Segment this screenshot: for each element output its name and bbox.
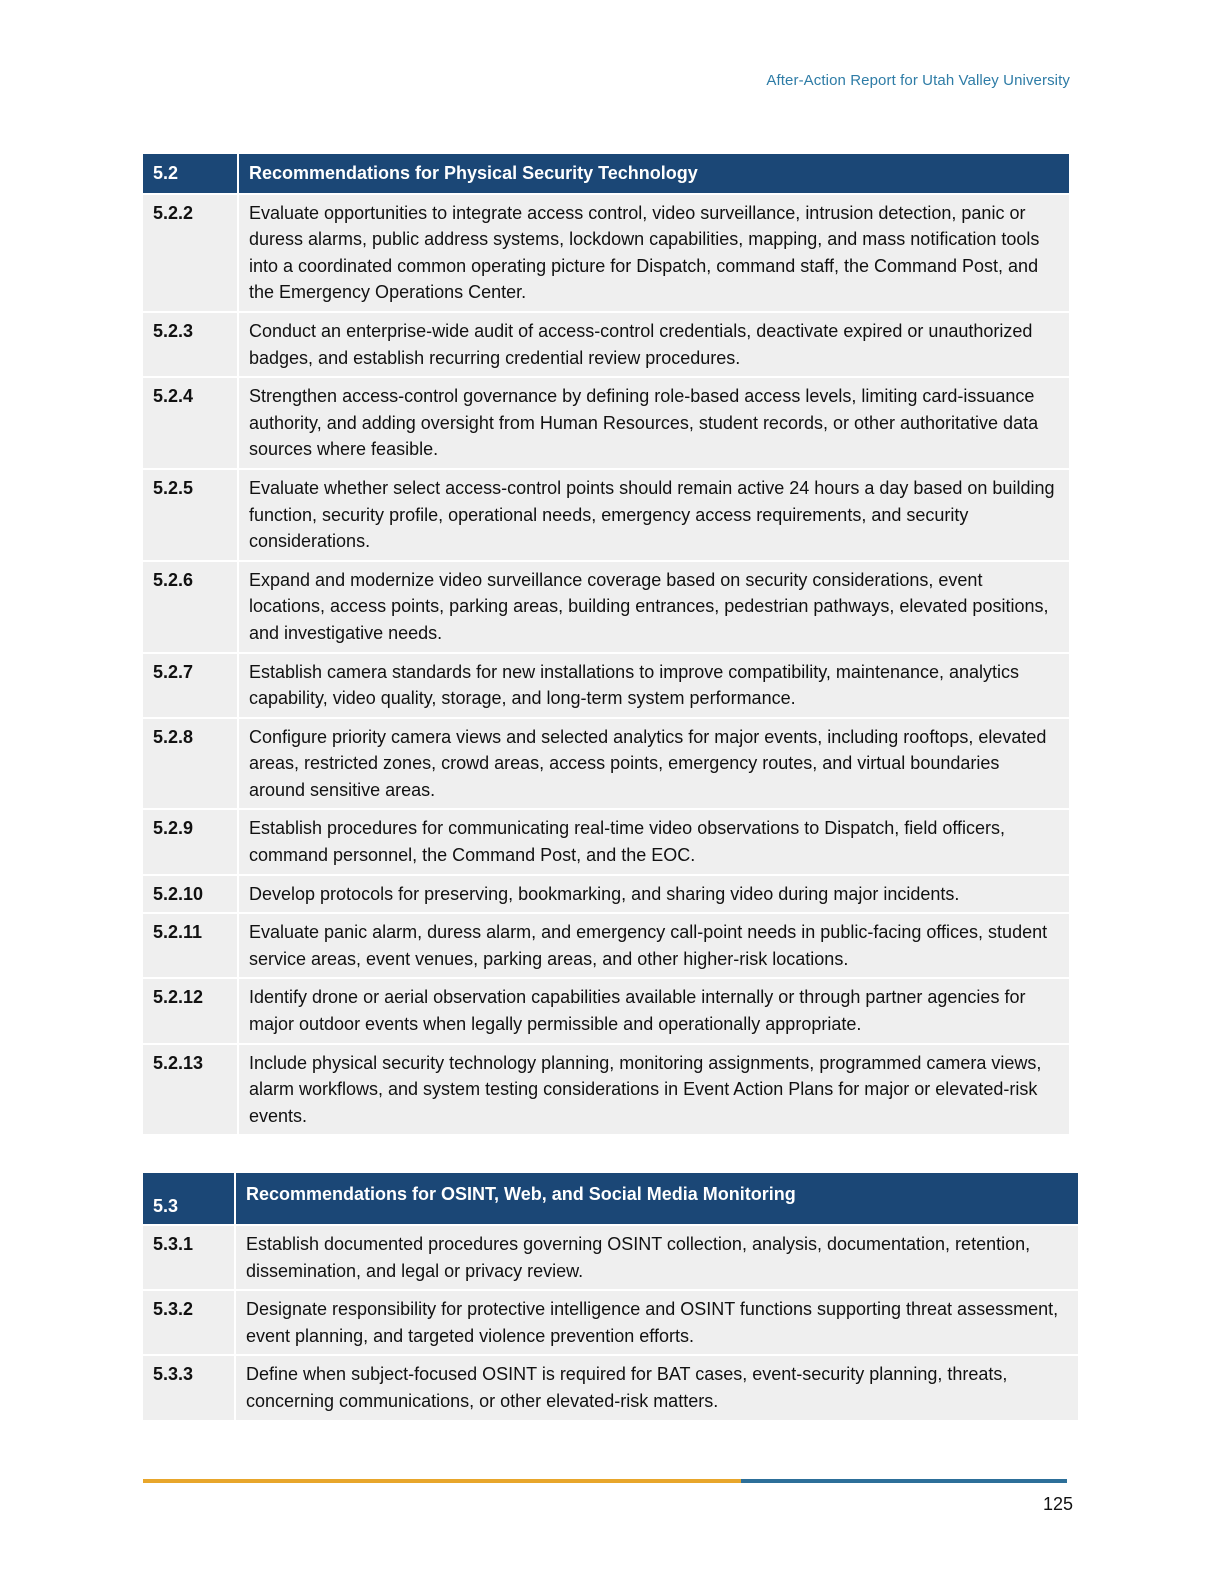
recommendation-text: Designate responsibility for protective intelligence and OSINT functions supporting threat assessment, event planning, and targeted violence prevention efforts. — [236, 1291, 1078, 1354]
recommendation-number: 5.2.10 — [143, 876, 239, 913]
table-row — [143, 719, 1069, 809]
table-row — [143, 378, 1069, 468]
table-row — [143, 654, 1069, 717]
recommendation-number: 5.3.3 — [143, 1356, 236, 1419]
recommendation-number: 5.2.6 — [143, 562, 239, 652]
section-header-row — [143, 1173, 1078, 1224]
table-row — [143, 1045, 1069, 1135]
table-row — [143, 1226, 1078, 1289]
recommendation-text: Define when subject-focused OSINT is required for BAT cases, event-security planning, threats, concerning communications, or other elevated-risk matters. — [236, 1356, 1078, 1419]
table-row — [143, 979, 1069, 1042]
recommendation-text: Develop protocols for preserving, bookmarking, and sharing video during major incidents. — [239, 876, 1069, 913]
recommendation-number: 5.2.11 — [143, 914, 239, 977]
table-row — [143, 562, 1069, 652]
recommendations-table-physical-security — [143, 152, 1069, 1136]
table-row — [143, 470, 1069, 560]
page-number: 125 — [1042, 1494, 1073, 1514]
table-row — [143, 195, 1069, 311]
recommendation-text: Include physical security technology planning, monitoring assignments, programmed camera views, alarm workflows, and system testing considerations in Event Action Plans for major or elevated-risk events. — [239, 1045, 1069, 1135]
recommendations-table-osint — [143, 1171, 1078, 1422]
recommendation-number: 5.2.2 — [143, 195, 239, 311]
table-row — [143, 810, 1069, 873]
table-row — [143, 1356, 1078, 1419]
recommendation-text: Evaluate opportunities to integrate access control, video surveillance, intrusion detection, panic or duress alarms, public address systems, lockdown capabilities, mapping, and mass notification tools into a coordinated common operating picture for Dispatch, command staff, the Command Post, and the Emergency Operations Center. — [239, 195, 1069, 311]
recommendation-number: 5.2.8 — [143, 719, 239, 809]
footer-rule-gold — [143, 1479, 741, 1483]
footer-rule-blue — [741, 1479, 1067, 1483]
recommendation-text: Evaluate whether select access-control points should remain active 24 hours a day based on building function, security profile, operational needs, emergency access requirements, and security considerations. — [239, 470, 1069, 560]
recommendation-text: Expand and modernize video surveillance coverage based on security considerations, event locations, access points, parking areas, building entrances, pedestrian pathways, elevated positions, and investigative needs. — [239, 562, 1069, 652]
recommendation-number: 5.3.1 — [143, 1226, 236, 1289]
recommendation-number: 5.2.13 — [143, 1045, 239, 1135]
recommendation-text: Strengthen access-control governance by defining role-based access levels, limiting card-issuance authority, and adding oversight from Human Resources, student records, or other authoritative data sources where feasible. — [239, 378, 1069, 468]
section-number: 5.3 — [143, 1173, 236, 1224]
section-number: 5.2 — [143, 154, 239, 193]
recommendation-number: 5.3.2 — [143, 1291, 236, 1354]
recommendation-number: 5.2.7 — [143, 654, 239, 717]
table-row — [143, 313, 1069, 376]
recommendation-text: Evaluate panic alarm, duress alarm, and emergency call-point needs in public-facing offices, student service areas, event venues, parking areas, and other higher-risk locations. — [239, 914, 1069, 977]
recommendation-number: 5.2.9 — [143, 810, 239, 873]
recommendation-number: 5.2.4 — [143, 378, 239, 468]
recommendation-number: 5.2.3 — [143, 313, 239, 376]
section-title: Recommendations for Physical Security Technology — [239, 154, 1069, 193]
recommendation-text: Configure priority camera views and selected analytics for major events, including rooftops, elevated areas, restricted zones, crowd areas, access points, emergency routes, and virtual boundaries around sensitive areas. — [239, 719, 1069, 809]
recommendation-text: Conduct an enterprise-wide audit of access-control credentials, deactivate expired or unauthorized badges, and establish recurring credential review procedures. — [239, 313, 1069, 376]
recommendation-number: 5.2.12 — [143, 979, 239, 1042]
recommendation-text: Establish camera standards for new installations to improve compatibility, maintenance, analytics capability, video quality, storage, and long-term system performance. — [239, 654, 1069, 717]
section-title: Recommendations for OSINT, Web, and Social Media Monitoring — [236, 1173, 1078, 1224]
recommendation-text: Establish procedures for communicating real-time video observations to Dispatch, field officers, command personnel, the Command Post, and the EOC. — [239, 810, 1069, 873]
table-row — [143, 914, 1069, 977]
recommendation-text: Establish documented procedures governing OSINT collection, analysis, documentation, retention, dissemination, and legal or privacy review. — [236, 1226, 1078, 1289]
running-header-title: After-Action Report for Utah Valley University — [766, 72, 1070, 89]
recommendation-number: 5.2.5 — [143, 470, 239, 560]
table-row — [143, 876, 1069, 913]
recommendation-text: Identify drone or aerial observation capabilities available internally or through partner agencies for major outdoor events when legally permissible and operationally appropriate. — [239, 979, 1069, 1042]
section-header-row — [143, 154, 1069, 193]
table-row — [143, 1291, 1078, 1354]
